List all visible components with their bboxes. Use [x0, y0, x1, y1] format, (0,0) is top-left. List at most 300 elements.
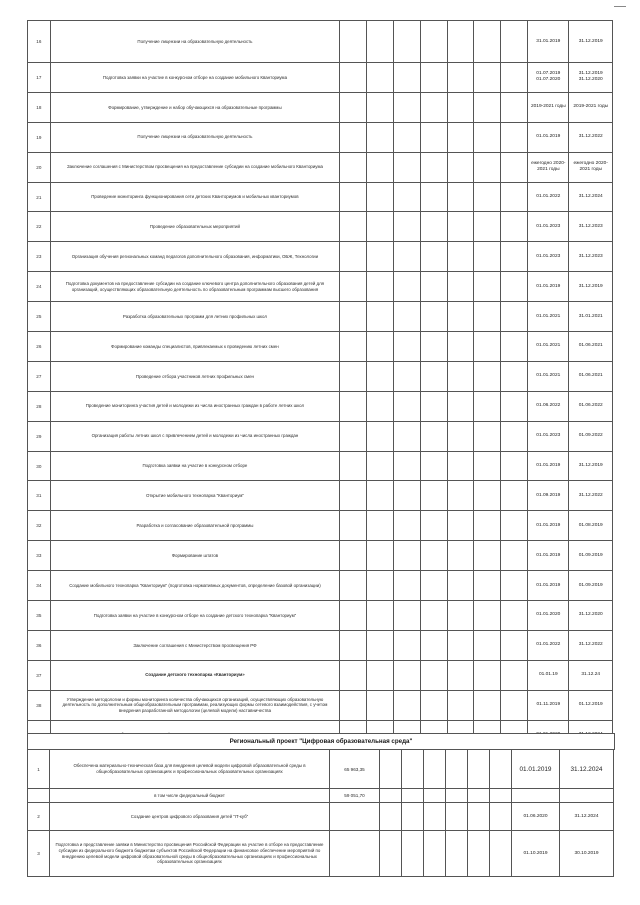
empty-cell — [446, 831, 468, 877]
end-date: 31.12.2023 — [569, 212, 613, 242]
empty-cell — [447, 122, 474, 152]
empty-cell — [447, 361, 474, 391]
empty-cell — [490, 789, 512, 803]
empty-cell — [501, 21, 528, 63]
row-number: 3 — [28, 831, 50, 877]
empty-cell — [447, 481, 474, 511]
empty-cell — [380, 750, 402, 789]
empty-cell — [501, 242, 528, 272]
end-date: 01.06.2021 — [569, 332, 613, 362]
empty-cell — [446, 750, 468, 789]
empty-cell — [420, 451, 447, 481]
row-number: 34 — [28, 571, 51, 601]
start-date: 01.01.19 — [528, 660, 569, 690]
empty-cell — [424, 803, 446, 831]
empty-cell — [474, 182, 501, 212]
activity-name: Получение лицензии на образовательную деятельность — [50, 122, 339, 152]
empty-cell — [447, 541, 474, 571]
empty-cell — [447, 182, 474, 212]
empty-cell — [447, 152, 474, 182]
table-row — [28, 451, 613, 481]
empty-cell — [340, 601, 367, 631]
empty-cell — [474, 481, 501, 511]
empty-cell — [501, 182, 528, 212]
activity-name: Организация обучения региональных команд педагогов дополнительного образования, информатики, ОБЖ, Технологии — [50, 242, 339, 272]
empty-cell — [474, 630, 501, 660]
row-number: 16 — [28, 21, 51, 63]
activity-name: Формирование, утверждение и набор обучающихся на образовательные программы — [50, 92, 339, 122]
row-number: 38 — [28, 690, 51, 720]
empty-cell — [366, 421, 393, 451]
empty-cell — [366, 122, 393, 152]
table-row — [28, 690, 613, 720]
empty-cell — [420, 92, 447, 122]
table-row — [28, 361, 613, 391]
empty-cell — [424, 750, 446, 789]
empty-cell — [420, 63, 447, 93]
row-number: 36 — [28, 630, 51, 660]
table-row — [28, 242, 613, 272]
table-row — [28, 302, 613, 332]
table-row — [28, 630, 613, 660]
empty-cell — [447, 421, 474, 451]
table-row — [28, 571, 613, 601]
empty-cell — [447, 212, 474, 242]
empty-cell — [366, 481, 393, 511]
start-date: 01.01.2023 — [528, 242, 569, 272]
table-row — [28, 332, 613, 362]
empty-cell — [393, 63, 420, 93]
row-number: 25 — [28, 302, 51, 332]
end-date: 31.12.2022 — [569, 481, 613, 511]
row-number: 37 — [28, 660, 51, 690]
empty-cell — [366, 541, 393, 571]
empty-cell — [393, 272, 420, 302]
empty-cell — [366, 272, 393, 302]
end-date: 01.09.2019 — [569, 541, 613, 571]
start-date: 01.11.2019 — [528, 690, 569, 720]
empty-cell — [420, 122, 447, 152]
table-row — [28, 660, 613, 690]
row-number: 24 — [28, 272, 51, 302]
empty-cell — [366, 182, 393, 212]
empty-cell — [501, 302, 528, 332]
row-number: 19 — [28, 122, 51, 152]
empty-cell — [340, 511, 367, 541]
empty-cell — [474, 63, 501, 93]
activity-name: Обеспечена материально-техническая база для внедрения целевой модели цифровой образовательной среды в общеобразовательных организациях и профессиональных образовательных организациях — [50, 750, 330, 789]
table-row — [28, 421, 613, 451]
activity-name: Создание мобильного технопарка "Кванториум" (подготовка нормативных документов, определение базовой организации) — [50, 571, 339, 601]
row-number: 21 — [28, 182, 51, 212]
funding-amount — [330, 803, 380, 831]
activity-name: Подготовка заявки на участие в конкурсном отборе на создание мобильного Кванториума — [50, 63, 339, 93]
empty-cell — [420, 21, 447, 63]
table-row — [28, 789, 614, 803]
empty-cell — [424, 831, 446, 877]
end-date: 31.12.2024 — [569, 182, 613, 212]
end-date: 31.12.2019 — [569, 451, 613, 481]
activity-name: Организация работы летних школ с привлечением детей и молодежи из числа иностранных граждан — [50, 421, 339, 451]
empty-cell — [340, 690, 367, 720]
start-date: 01.07.2019 01.07.2020 — [528, 63, 569, 93]
empty-cell — [424, 789, 446, 803]
project-table — [27, 749, 614, 877]
funding-amount: 65 963,35 — [330, 750, 380, 789]
end-date: 31.12.2019 31.12.2020 — [569, 63, 613, 93]
empty-cell — [501, 152, 528, 182]
end-date: 01.09.2022 — [569, 421, 613, 451]
empty-cell — [340, 451, 367, 481]
empty-cell — [402, 803, 424, 831]
empty-cell — [474, 332, 501, 362]
activity-name: Разработка и согласование образовательной программы — [50, 511, 339, 541]
empty-cell — [340, 421, 367, 451]
end-date: 2019-2021 годы — [569, 92, 613, 122]
empty-cell — [420, 421, 447, 451]
start-date — [512, 789, 560, 803]
row-number: 17 — [28, 63, 51, 93]
empty-cell — [420, 571, 447, 601]
activity-name: Получение лицензии на образовательную деятельность — [50, 21, 339, 63]
table-row — [28, 122, 613, 152]
end-date: 31.01.2021 — [569, 302, 613, 332]
activity-name: Подготовка документов на предоставление субсидии на создание ключевого центра дополнительного образования детей для организаций, осуществляющих образовательную деятельность по образовательным программам высшего образования — [50, 272, 339, 302]
table-row — [28, 750, 614, 789]
empty-cell — [366, 63, 393, 93]
empty-cell — [420, 601, 447, 631]
empty-cell — [366, 690, 393, 720]
start-date: 01.01.2021 — [528, 361, 569, 391]
start-date: 01.01.2020 — [528, 601, 569, 631]
row-number: 31 — [28, 481, 51, 511]
empty-cell — [474, 122, 501, 152]
empty-cell — [420, 302, 447, 332]
empty-cell — [366, 361, 393, 391]
row-number: 27 — [28, 361, 51, 391]
start-date: 01.01.2022 — [528, 630, 569, 660]
empty-cell — [366, 152, 393, 182]
empty-cell — [501, 63, 528, 93]
activity-name: Заключение соглашения с Министерством просвещения на предоставление субсидии на создание мобильного Кванториума — [50, 152, 339, 182]
empty-cell — [340, 152, 367, 182]
empty-cell — [393, 660, 420, 690]
start-date: 01.01.2021 — [528, 332, 569, 362]
end-date: 31.12.2019 — [569, 272, 613, 302]
empty-cell — [474, 541, 501, 571]
start-date: 01.01.2022 — [528, 182, 569, 212]
empty-cell — [420, 630, 447, 660]
empty-cell — [420, 152, 447, 182]
end-date: 01.06.2022 — [569, 391, 613, 421]
table-row — [28, 481, 613, 511]
table-row — [28, 391, 613, 421]
empty-cell — [366, 601, 393, 631]
empty-cell — [366, 21, 393, 63]
activity-name: Подготовка заявки на участие в конкурсном отборе — [50, 451, 339, 481]
start-date: 01.01.2023 — [528, 421, 569, 451]
empty-cell — [340, 332, 367, 362]
empty-cell — [420, 212, 447, 242]
activity-name: Проведение образовательных мероприятий — [50, 212, 339, 242]
empty-cell — [468, 789, 490, 803]
start-date: 01.06.2022 — [528, 391, 569, 421]
end-date: 01.09.2019 — [569, 571, 613, 601]
empty-cell — [366, 242, 393, 272]
end-date: 31.12.24 — [569, 660, 613, 690]
empty-cell — [380, 803, 402, 831]
empty-cell — [501, 421, 528, 451]
empty-cell — [393, 122, 420, 152]
empty-cell — [340, 272, 367, 302]
empty-cell — [393, 391, 420, 421]
empty-cell — [468, 803, 490, 831]
empty-cell — [393, 332, 420, 362]
empty-cell — [474, 451, 501, 481]
empty-cell — [420, 332, 447, 362]
table-row — [28, 152, 613, 182]
empty-cell — [490, 803, 512, 831]
empty-cell — [393, 601, 420, 631]
empty-cell — [447, 272, 474, 302]
empty-cell — [393, 451, 420, 481]
start-date: 01.01.2019 — [528, 541, 569, 571]
empty-cell — [393, 630, 420, 660]
empty-cell — [393, 242, 420, 272]
empty-cell — [340, 21, 367, 63]
empty-cell — [447, 21, 474, 63]
empty-cell — [420, 361, 447, 391]
table-row — [28, 212, 613, 242]
row-number: 32 — [28, 511, 51, 541]
empty-cell — [366, 451, 393, 481]
empty-cell — [501, 391, 528, 421]
start-date: 01.01.2019 — [528, 511, 569, 541]
row-number: 28 — [28, 391, 51, 421]
table-row — [28, 272, 613, 302]
empty-cell — [340, 302, 367, 332]
activity-name: Формирование команды специалистов, привлекаемых к проведению летних смен — [50, 332, 339, 362]
empty-cell — [474, 302, 501, 332]
table-row — [28, 831, 614, 877]
empty-cell — [420, 242, 447, 272]
row-number: 2 — [28, 803, 50, 831]
empty-cell — [393, 361, 420, 391]
empty-cell — [420, 660, 447, 690]
table-row — [28, 541, 613, 571]
activity-name: Заключение соглашения с Министерством просвещения РФ — [50, 630, 339, 660]
row-number: 23 — [28, 242, 51, 272]
start-date: 01.06.2020 — [512, 803, 560, 831]
empty-cell — [340, 481, 367, 511]
end-date: 31.12.2024 — [560, 803, 614, 831]
end-date: 31.12.2024 — [560, 750, 614, 789]
empty-cell — [393, 212, 420, 242]
empty-cell — [393, 541, 420, 571]
row-number: 1 — [28, 750, 50, 789]
empty-cell — [447, 391, 474, 421]
start-date: ежегодно 2020-2021 годы — [528, 152, 569, 182]
project-header — [27, 733, 615, 750]
empty-cell — [393, 690, 420, 720]
end-date: 31.12.2022 — [569, 630, 613, 660]
empty-cell — [474, 391, 501, 421]
row-number: 18 — [28, 92, 51, 122]
empty-cell — [447, 690, 474, 720]
empty-cell — [340, 92, 367, 122]
empty-cell — [366, 302, 393, 332]
empty-cell — [340, 242, 367, 272]
empty-cell — [501, 690, 528, 720]
empty-cell — [340, 541, 367, 571]
empty-cell — [474, 660, 501, 690]
empty-cell — [393, 182, 420, 212]
end-date: 01.08.2019 — [569, 511, 613, 541]
empty-cell — [380, 831, 402, 877]
funding-amount: 59 051,70 — [330, 789, 380, 803]
empty-cell — [340, 571, 367, 601]
row-number: 33 — [28, 541, 51, 571]
start-date: 2019-2021 годы — [528, 92, 569, 122]
empty-cell — [447, 92, 474, 122]
row-number: 20 — [28, 152, 51, 182]
empty-cell — [501, 332, 528, 362]
empty-cell — [447, 511, 474, 541]
empty-cell — [474, 361, 501, 391]
empty-cell — [340, 361, 367, 391]
empty-cell — [393, 302, 420, 332]
table-row — [28, 803, 614, 831]
row-number: 35 — [28, 601, 51, 631]
project-title: Региональный проект "Цифровая образовательная среда" — [229, 738, 413, 745]
empty-cell — [501, 481, 528, 511]
empty-cell — [402, 789, 424, 803]
empty-cell — [501, 451, 528, 481]
empty-cell — [402, 831, 424, 877]
empty-cell — [501, 601, 528, 631]
empty-cell — [446, 803, 468, 831]
row-number — [28, 789, 50, 803]
table-row — [28, 511, 613, 541]
empty-cell — [393, 152, 420, 182]
empty-cell — [340, 63, 367, 93]
empty-cell — [474, 690, 501, 720]
activity-name: Утверждение методологии и формы мониторинга количества обучающихся организаций, осуществляющих образовательную деятельность по дополнительным общеобразовательным программам, реализующих формы сетевого взаимодействия, с учетом внедрения разработанной методологии (целевой модели) наставничества — [50, 690, 339, 720]
table-row — [28, 92, 613, 122]
empty-cell — [366, 391, 393, 421]
empty-cell — [490, 750, 512, 789]
end-date: 01.06.2021 — [569, 361, 613, 391]
end-date: 31.12.2019 — [569, 21, 613, 63]
activity-name: в том числе федеральный бюджет — [50, 789, 330, 803]
start-date: 01.01.2019 — [512, 750, 560, 789]
empty-cell — [420, 481, 447, 511]
end-date: ежегодно 2020-2021 годы — [569, 152, 613, 182]
empty-cell — [474, 212, 501, 242]
corner-mark — [614, 6, 626, 7]
empty-cell — [340, 212, 367, 242]
empty-cell — [447, 571, 474, 601]
empty-cell — [501, 272, 528, 302]
empty-cell — [420, 182, 447, 212]
empty-cell — [501, 122, 528, 152]
activity-name: Создание центров цифрового образования детей "IT-куб" — [50, 803, 330, 831]
activity-name: Формирование штатов — [50, 541, 339, 571]
funding-amount — [330, 831, 380, 877]
empty-cell — [393, 421, 420, 451]
activity-name: Проведение мониторинга участия детей и молодежи из числа иностранных граждан в работе летних школ — [50, 391, 339, 421]
end-date: 01.12.2019 — [569, 690, 613, 720]
empty-cell — [501, 212, 528, 242]
empty-cell — [501, 541, 528, 571]
start-date: 01.01.2019 — [528, 272, 569, 302]
activity-name: Проведение отбора участников летних профильных смен — [50, 361, 339, 391]
empty-cell — [340, 122, 367, 152]
empty-cell — [420, 690, 447, 720]
start-date: 01.01.2019 — [528, 571, 569, 601]
empty-cell — [366, 212, 393, 242]
empty-cell — [393, 21, 420, 63]
start-date: 31.01.2019 — [528, 21, 569, 63]
row-number: 30 — [28, 451, 51, 481]
empty-cell — [393, 571, 420, 601]
row-number: 26 — [28, 332, 51, 362]
start-date: 01.01.2021 — [528, 302, 569, 332]
empty-cell — [474, 152, 501, 182]
empty-cell — [474, 421, 501, 451]
empty-cell — [474, 92, 501, 122]
empty-cell — [366, 660, 393, 690]
activity-name: Подготовка заявки на участие в конкурсном отборе на создание детского технопарка "Кванториум" — [50, 601, 339, 631]
activity-name: Подготовка и представление заявки в Министерство просвещения Российской Федерации на участие в отборе на предоставление субсидии из федерального бюджета бюджетам субъектов Российской Федерации на финансовое обеспечение мероприятий по внедрению целевой модели цифровой образовательной среды в общеобразовательных организациях и профессиональных образовательных организациях — [50, 831, 330, 877]
empty-cell — [474, 511, 501, 541]
empty-cell — [474, 571, 501, 601]
activity-name: Разработка образовательных программ для летних профильных школ — [50, 302, 339, 332]
activity-name: Создание детского технопарка «Кванториум» — [50, 660, 339, 690]
empty-cell — [447, 242, 474, 272]
empty-cell — [366, 630, 393, 660]
table-row — [28, 21, 613, 63]
empty-cell — [393, 92, 420, 122]
empty-cell — [393, 481, 420, 511]
empty-cell — [501, 361, 528, 391]
start-date: 01.09.2019 — [528, 481, 569, 511]
empty-cell — [420, 541, 447, 571]
table-row — [28, 182, 613, 212]
start-date: 01.10.2019 — [512, 831, 560, 877]
end-date — [560, 789, 614, 803]
empty-cell — [420, 511, 447, 541]
empty-cell — [474, 601, 501, 631]
empty-cell — [474, 272, 501, 302]
start-date: 01.01.2023 — [528, 212, 569, 242]
table-row — [28, 63, 613, 93]
empty-cell — [340, 182, 367, 212]
empty-cell — [490, 831, 512, 877]
row-number: 22 — [28, 212, 51, 242]
empty-cell — [501, 571, 528, 601]
empty-cell — [340, 660, 367, 690]
activity-name: Открытие мобильного технопарка "Кванториум" — [50, 481, 339, 511]
empty-cell — [468, 831, 490, 877]
empty-cell — [380, 789, 402, 803]
end-date: 31.12.2022 — [569, 122, 613, 152]
empty-cell — [366, 332, 393, 362]
empty-cell — [447, 332, 474, 362]
start-date: 01.01.2019 — [528, 122, 569, 152]
empty-cell — [501, 511, 528, 541]
empty-cell — [447, 630, 474, 660]
